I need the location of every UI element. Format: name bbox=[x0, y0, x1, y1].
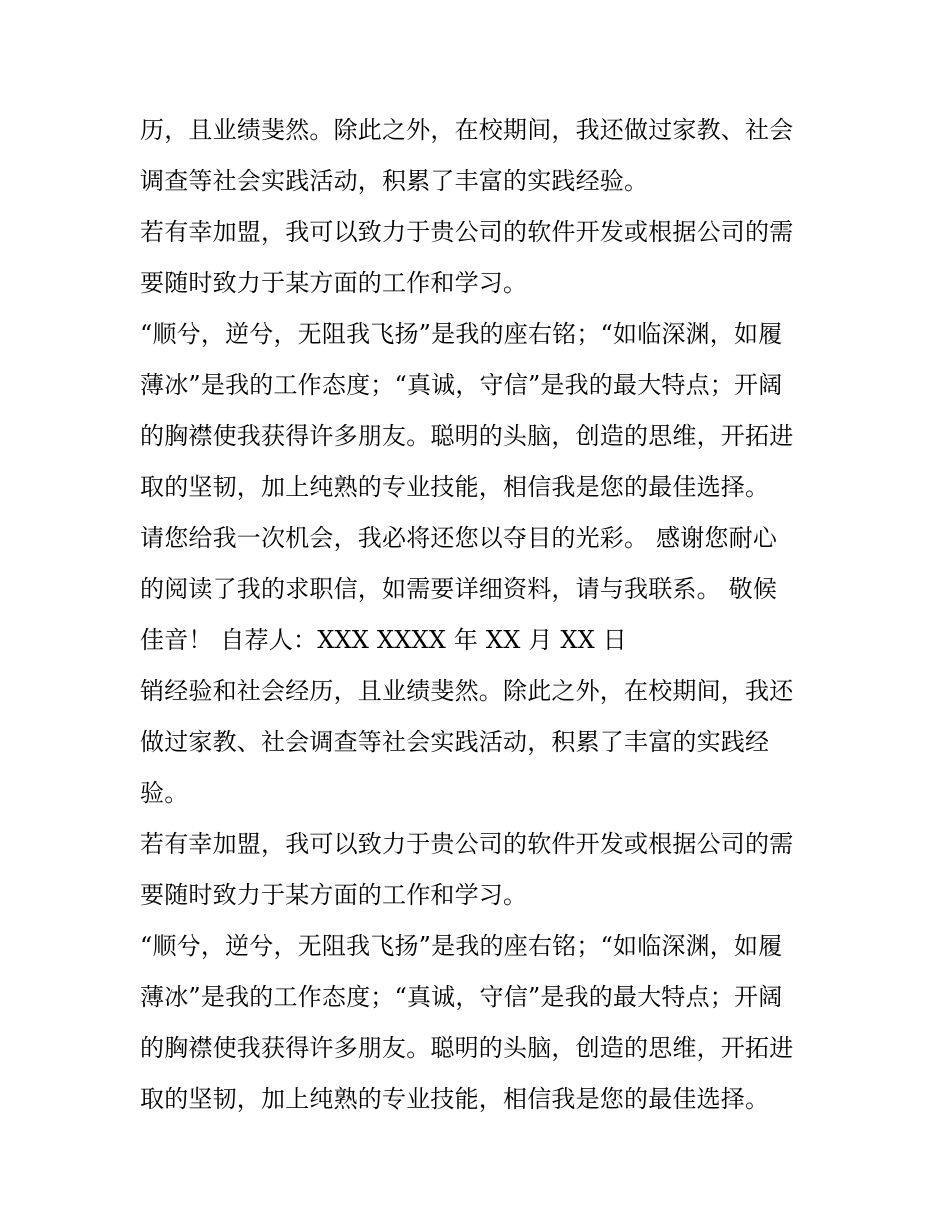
text-line: 薄冰”是我的工作态度；“真诚，守信”是我的最大特点；开阔 bbox=[140, 371, 783, 399]
text-line: 若有幸加盟，我可以致力于贵公司的软件开发或根据公司的需 bbox=[140, 218, 794, 246]
text-line: 取的坚韧，加上纯熟的专业技能，相信我是您的最佳选择。 bbox=[140, 1085, 770, 1113]
document-body bbox=[140, 108, 820, 1128]
text-line: 做过家教、社会调查等社会实践活动，积累了丰富的实践经 bbox=[140, 728, 770, 756]
text-line: 要随时致力于某方面的工作和学习。 bbox=[140, 269, 528, 297]
text-line: 请您给我一次机会，我必将还您以夺目的光彩。 感谢您耐心 bbox=[140, 524, 778, 552]
text-line: “顺兮，逆兮，无阻我飞扬”是我的座右铭；“如临深渊，如履 bbox=[140, 932, 783, 960]
text-line: 的胸襟使我获得许多朋友。聪明的头脑，创造的思维，开拓进 bbox=[140, 422, 794, 450]
text-line: 佳音！ 自荐人：XXX XXXX 年 XX 月 XX 日 bbox=[140, 626, 627, 654]
text-line: 历，且业绩斐然。除此之外，在校期间，我还做过家教、社会 bbox=[140, 116, 794, 144]
text-line: 若有幸加盟，我可以致力于贵公司的软件开发或根据公司的需 bbox=[140, 830, 794, 858]
text-line: 要随时致力于某方面的工作和学习。 bbox=[140, 881, 528, 909]
text-line: 薄冰”是我的工作态度；“真诚，守信”是我的最大特点；开阔 bbox=[140, 983, 783, 1011]
text-line: 验。 bbox=[140, 779, 189, 807]
text-line: 的胸襟使我获得许多朋友。聪明的头脑，创造的思维，开拓进 bbox=[140, 1034, 794, 1062]
text-line: 调查等社会实践活动，积累了丰富的实践经验。 bbox=[140, 167, 649, 195]
text-line: 的阅读了我的求职信，如需要详细资料，请与我联系。 敬候 bbox=[140, 575, 778, 603]
text-line: 取的坚韧，加上纯熟的专业技能，相信我是您的最佳选择。 bbox=[140, 473, 770, 501]
text-line: “顺兮，逆兮，无阻我飞扬”是我的座右铭；“如临深渊，如履 bbox=[140, 320, 783, 348]
text-line: 销经验和社会经历，且业绩斐然。除此之外，在校期间，我还 bbox=[140, 677, 794, 705]
